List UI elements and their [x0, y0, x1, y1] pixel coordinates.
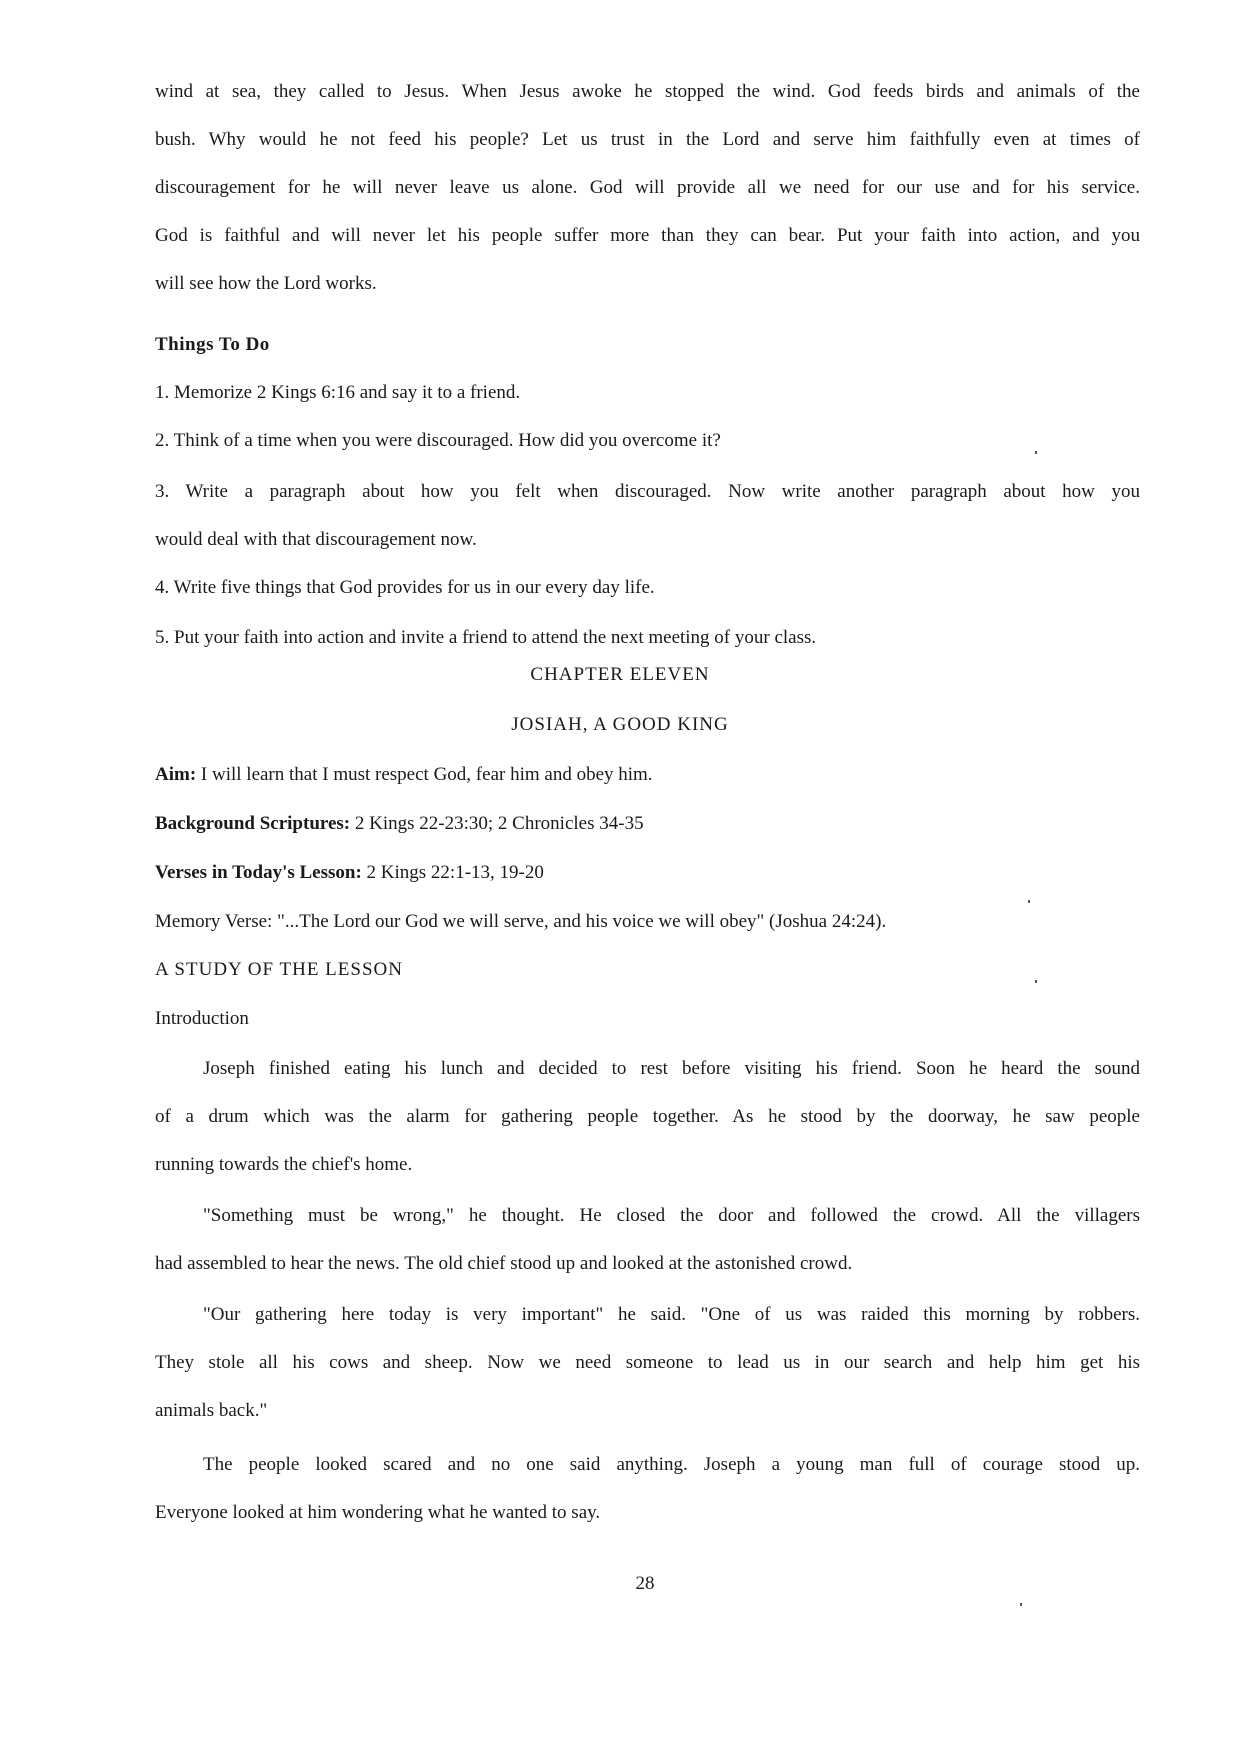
paragraph-line: would deal with that discouragement now.: [155, 529, 477, 550]
paragraph-line: "Our gathering here today is very important" he said. "One of us was raided this morning by robbers.: [203, 1304, 1140, 1325]
paragraph-line: animals back.": [155, 1400, 268, 1421]
story-paragraph-2: [155, 1192, 1140, 1288]
study-heading: A STUDY OF THE LESSON: [155, 959, 403, 980]
aim-line: [155, 763, 1140, 787]
story-paragraph-1: [155, 1045, 1140, 1189]
paragraph-line: discouragement for he will never leave us alone. God will provide all we need for our use and for his service.: [155, 177, 1140, 198]
chapter-title: JOSIAH, A GOOD KING: [511, 714, 729, 735]
background-scriptures-line: [155, 812, 1140, 836]
page-number: 28: [635, 1573, 655, 1594]
story-paragraph-3: [155, 1291, 1140, 1435]
paragraph-line: Everyone looked at him wondering what he wanted to say.: [155, 1502, 601, 1523]
paragraph-line: 3. Write a paragraph about how you felt when discouraged. Now write another paragraph about how you: [155, 481, 1140, 502]
paragraph-line: will see how the Lord works.: [155, 273, 377, 294]
memory-label: Memory Verse:: [155, 911, 273, 932]
paragraph-line: bush. Why would he not feed his people? Let us trust in the Lord and serve him faithfully even at times of: [155, 129, 1140, 150]
paragraph-line: of a drum which was the alarm for gathering people together. As he stood by the doorway, he saw people: [155, 1106, 1140, 1127]
paragraph-line: Joseph finished eating his lunch and decided to rest before visiting his friend. Soon he heard the sound: [203, 1058, 1140, 1079]
paragraph-line: God is faithful and will never let his people suffer more than they can bear. Put your faith into action, and you: [155, 225, 1140, 246]
todo-item-5: 5. Put your faith into action and invite a friend to attend the next meeting of your class.: [155, 627, 817, 648]
aim-text: I will learn that I must respect God, fear him and obey him.: [196, 764, 653, 785]
verses-line: [155, 861, 1140, 885]
paragraph-line: They stole all his cows and sheep. Now we need someone to lead us in our search and help him get his: [155, 1352, 1140, 1373]
todo-item-3: [155, 468, 1140, 564]
things-to-do-heading: Things To Do: [155, 334, 270, 355]
todo-item-2: 2. Think of a time when you were discouraged. How did you overcome it?: [155, 430, 721, 451]
paragraph-line: running towards the chief's home.: [155, 1154, 413, 1175]
introduction-subheading: Introduction: [155, 1008, 249, 1029]
scan-speck: [1028, 900, 1030, 903]
scan-speck: [1035, 980, 1037, 983]
verses-text: 2 Kings 22:1-13, 19-20: [361, 862, 544, 883]
memory-verse-line: [155, 910, 1140, 934]
paragraph-line: "Something must be wrong," he thought. He closed the door and followed the crowd. All the villagers: [203, 1205, 1140, 1226]
background-text: 2 Kings 22-23:30; 2 Chronicles 34-35: [350, 813, 644, 834]
paragraph-line: wind at sea, they called to Jesus. When Jesus awoke he stopped the wind. God feeds birds and animals of the: [155, 81, 1140, 102]
verses-label: Verses in Today's Lesson:: [155, 862, 362, 883]
story-paragraph-4: [155, 1441, 1140, 1537]
scan-speck: [1035, 451, 1037, 454]
background-label: Background Scriptures:: [155, 813, 351, 834]
aim-label: Aim:: [155, 764, 197, 785]
todo-item-4: 4. Write five things that God provides for us in our every day life.: [155, 577, 655, 598]
intro-continuation-paragraph: [155, 68, 1140, 308]
todo-item-1: 1. Memorize 2 Kings 6:16 and say it to a friend.: [155, 382, 521, 403]
scan-speck: [1020, 1603, 1022, 1606]
paragraph-line: had assembled to hear the news. The old chief stood up and looked at the astonished crowd.: [155, 1253, 853, 1274]
paragraph-line: The people looked scared and no one said anything. Joseph a young man full of courage stood up.: [203, 1454, 1140, 1475]
chapter-number: CHAPTER ELEVEN: [530, 664, 710, 685]
memory-text: "...The Lord our God we will serve, and his voice we will obey" (Joshua 24:24).: [272, 911, 887, 932]
